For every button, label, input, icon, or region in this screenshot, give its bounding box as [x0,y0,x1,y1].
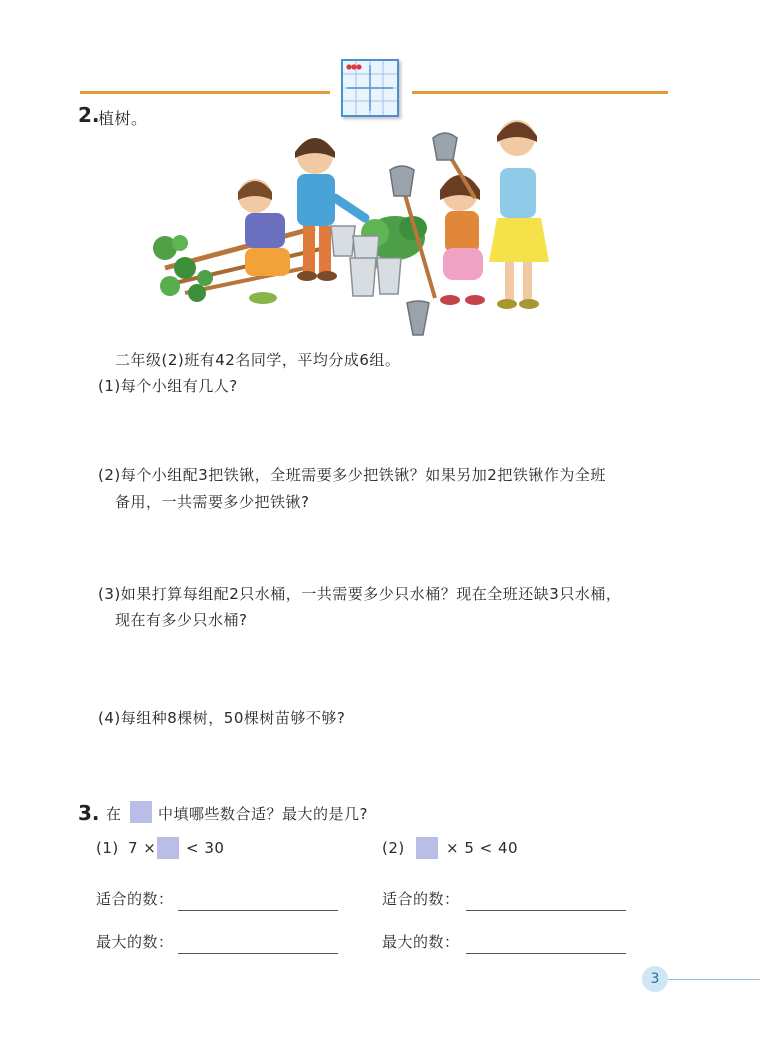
section-2-number: 2. [78,103,100,127]
question-3-line-1: (3)如果打算每组配2只水桶，一共需要多少只水桶？现在全班还缺3只水桶， [98,585,622,603]
part-1-label: (1) [96,839,119,857]
question-2-line-2: 备用，一共需要多少把铁锹? [115,493,310,511]
part-2-expression-post: × 5 < 40 [446,839,519,857]
part-2-label: (2) [382,839,405,857]
question-3-line-2: 现在有多少只水桶? [115,611,248,629]
part-1-expression-pre: 7 × [128,839,157,857]
blank-box-example [130,801,152,823]
saplings [153,228,325,302]
problem-intro: 二年级(2)班有42名同学，平均分成6组。 [115,351,401,369]
tree-planting-illustration [145,108,575,343]
question-2-line-1: (2)每个小组配3把铁锹，全班需要多少把铁锹？如果另加2把铁锹作为全班 [98,466,606,484]
page-number-rule [668,979,760,980]
part-1-fit-label: 适合的数： [96,890,174,908]
page-number: 3 [642,966,668,992]
part-1-max-label: 最大的数： [96,933,174,951]
section-3-prompt-pre: 在 [106,805,122,823]
part-2-fit-label: 适合的数： [382,890,460,908]
part-1-fit-answer-line[interactable] [178,910,338,911]
question-1: (1)每个小组有几人? [98,377,238,395]
part-1-max-answer-line[interactable] [178,953,338,954]
part-2-fit-answer-line[interactable] [466,910,626,911]
part-2-max-label: 最大的数： [382,933,460,951]
part-2-max-answer-line[interactable] [466,953,626,954]
header-rule-right [412,91,668,94]
part-2-blank-box[interactable] [416,837,438,859]
header-rule-left [80,91,330,94]
section-2-title: 植树。 [98,109,148,128]
question-4: (4)每组种8棵树，50棵树苗够不够? [98,709,346,727]
part-1-blank-box[interactable] [157,837,179,859]
part-1-expression-post: < 30 [186,839,225,857]
section-3-number: 3. [78,801,100,825]
section-3-prompt-post: 中填哪些数合适？最大的是几? [158,805,368,823]
